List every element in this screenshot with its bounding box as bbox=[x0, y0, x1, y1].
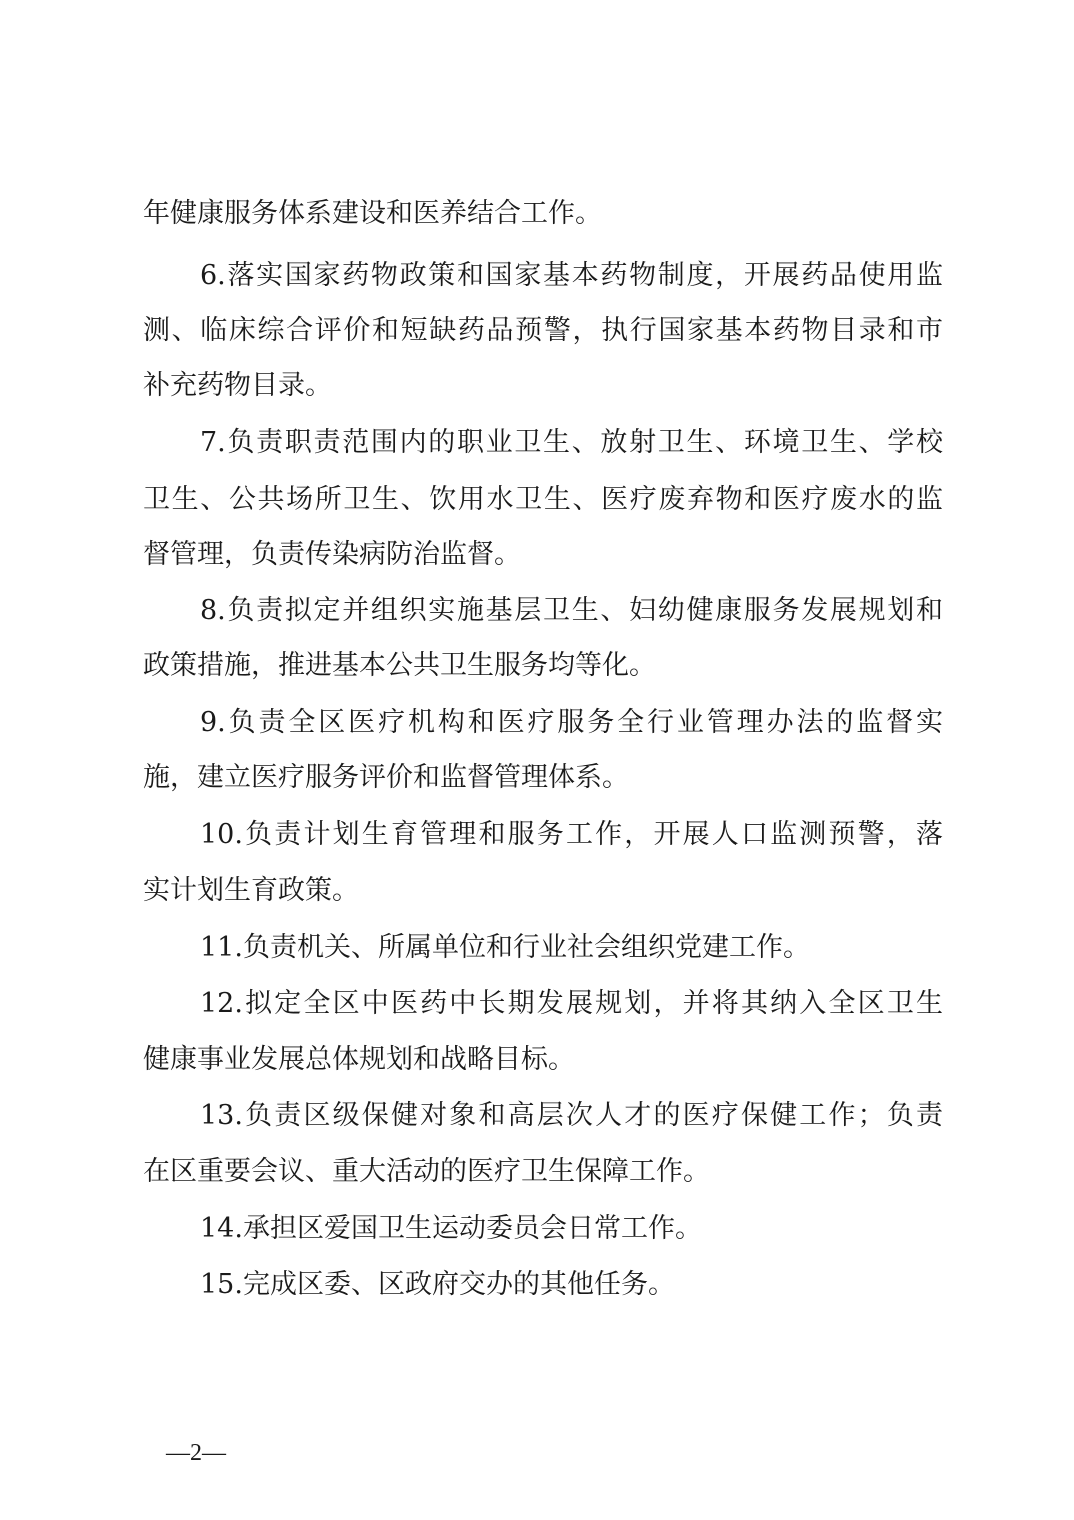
list-item-7-line-2: 卫生、公共场所卫生、饮用水卫生、医疗废弃物和医疗废水的监 bbox=[143, 484, 943, 515]
list-item-7-line-3: 督管理，负责传染病防治监督。 bbox=[143, 539, 521, 570]
list-item-12-line-1: 12.拟定全区中医药中长期发展规划，并将其纳入全区卫生 bbox=[200, 988, 943, 1019]
list-item-12-line-2: 健康事业发展总体规划和战略目标。 bbox=[143, 1044, 575, 1075]
list-item-9-line-2: 施，建立医疗服务评价和监督管理体系。 bbox=[143, 762, 629, 793]
list-item-11-line-1: 11.负责机关、所属单位和行业社会组织党建工作。 bbox=[200, 932, 810, 963]
list-item-8-line-2: 政策措施，推进基本公共卫生服务均等化。 bbox=[143, 650, 656, 681]
list-item-13-line-2: 在区重要会议、重大活动的医疗卫生保障工作。 bbox=[143, 1156, 710, 1187]
body-text-line: 年健康服务体系建设和医养结合工作。 bbox=[143, 198, 602, 229]
page-number: —2— bbox=[166, 1440, 226, 1466]
list-item-13-line-1: 13.负责区级保健对象和高层次人才的医疗保健工作；负责 bbox=[200, 1100, 943, 1131]
list-item-15-line-1: 15.完成区委、区政府交办的其他任务。 bbox=[200, 1269, 675, 1300]
list-item-6-line-3: 补充药物目录。 bbox=[143, 370, 332, 401]
list-item-14-line-1: 14.承担区爱国卫生运动委员会日常工作。 bbox=[200, 1213, 702, 1244]
list-item-8-line-1: 8.负责拟定并组织实施基层卫生、妇幼健康服务发展规划和 bbox=[200, 595, 943, 626]
list-item-10-line-1: 10.负责计划生育管理和服务工作，开展人口监测预警，落 bbox=[200, 819, 943, 850]
list-item-10-line-2: 实计划生育政策。 bbox=[143, 875, 359, 906]
list-item-7-line-1: 7.负责职责范围内的职业卫生、放射卫生、环境卫生、学校 bbox=[200, 427, 943, 458]
list-item-9-line-1: 9.负责全区医疗机构和医疗服务全行业管理办法的监督实 bbox=[200, 707, 943, 738]
list-item-6-line-1: 6.落实国家药物政策和国家基本药物制度，开展药品使用监 bbox=[200, 260, 943, 291]
list-item-6-line-2: 测、临床综合评价和短缺药品预警，执行国家基本药物目录和市 bbox=[143, 315, 943, 346]
